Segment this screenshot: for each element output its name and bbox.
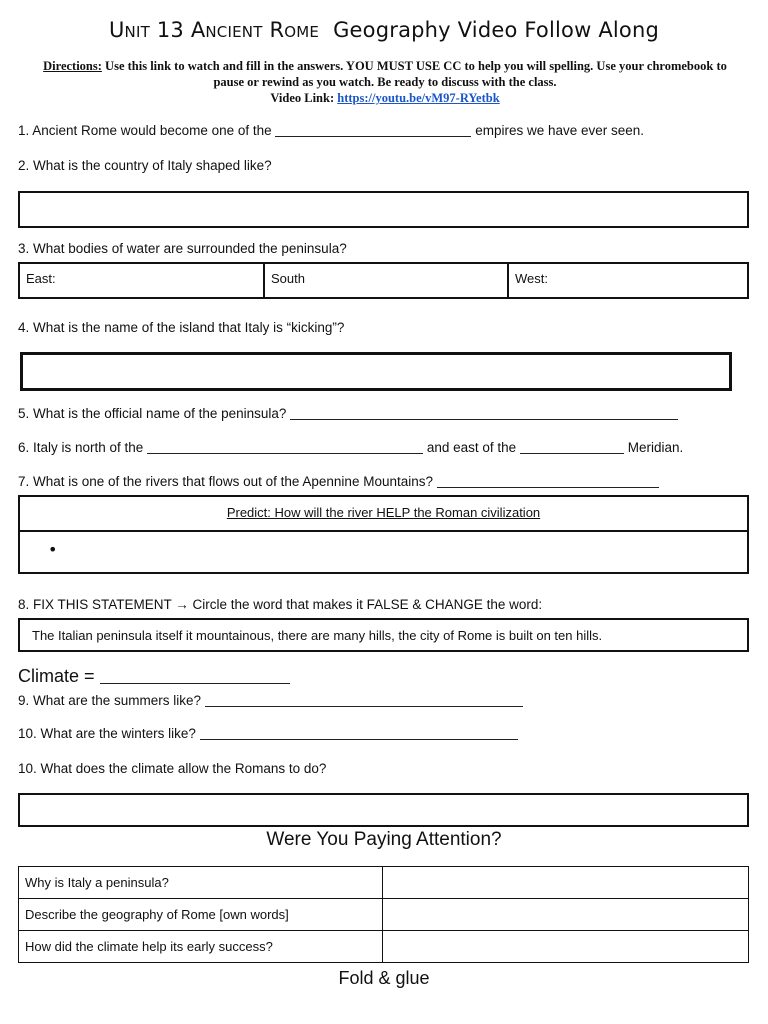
video-link[interactable]: https://youtu.be/vM97-RYetbk (337, 91, 500, 105)
south-label: South (271, 271, 305, 286)
west-cell[interactable] (507, 264, 747, 297)
question-1-text-end: empires we have ever seen. (475, 123, 645, 138)
question-4: 4. What is the name of the island that Italy is “kicking”? (18, 320, 345, 335)
table-row (19, 931, 749, 963)
question-1-text: 1. Ancient Rome would become one of the (18, 123, 272, 138)
question-2: 2. What is the country of Italy shaped like? (18, 158, 272, 173)
question-9-text: 9. What are the summers like? (18, 693, 202, 708)
review-answer-cell[interactable] (383, 899, 749, 931)
climate-label: Climate = (18, 666, 95, 686)
predict-prompt: Predict: How will the river HELP the Roman civilization (226, 505, 541, 520)
question-6-text-c: Meridian. (627, 440, 684, 455)
answer-box-10b[interactable] (18, 793, 749, 827)
question-10b: 10. What does the climate allow the Romans to do? (18, 761, 327, 776)
directions (40, 58, 730, 106)
question-10a-text: 10. What are the winters like? (18, 726, 196, 741)
directions-text: Use this link to watch and fill in the answers. YOU MUST USE CC to help you will spelling. Use your chromebook to pause or rewind as you watch. Be ready to discuss with the class. (101, 59, 727, 89)
answer-blank-9[interactable] (205, 693, 523, 707)
answer-blank-7[interactable] (437, 474, 659, 488)
video-link-label: Video Link: (270, 91, 335, 105)
table-row (19, 867, 749, 899)
question-8: 8. FIX THIS STATEMENT → Circle the word that makes it FALSE & CHANGE the word: (18, 597, 543, 612)
bullet: • (48, 540, 58, 559)
question-10a (18, 726, 518, 741)
answer-blank-6b[interactable] (520, 440, 624, 454)
page-title (0, 18, 768, 42)
review-title: Were You Paying Attention? (266, 829, 502, 850)
question-6-text-b: and east of the (426, 440, 517, 455)
review-question: How did the climate help its early success? (19, 931, 383, 963)
east-cell[interactable] (20, 264, 263, 297)
south-cell[interactable] (263, 264, 507, 297)
question-6-text-a: 6. Italy is north of the (18, 440, 144, 455)
answer-blank-10a[interactable] (200, 726, 518, 740)
worksheet-title: Geography Video Follow Along (333, 18, 660, 42)
review-question: Why is Italy a peninsula? (19, 867, 383, 899)
question-6 (18, 440, 683, 455)
predict-header-box (18, 495, 749, 532)
climate-blank[interactable] (100, 667, 290, 684)
unit-title: Unit 13 Ancient Rome (108, 18, 320, 42)
review-answer-cell[interactable] (383, 931, 749, 963)
fold-and-glue: Fold & glue (338, 968, 430, 988)
answer-box-4[interactable] (20, 352, 732, 391)
question-1 (18, 123, 644, 138)
review-table (18, 866, 749, 963)
question-5 (18, 406, 678, 421)
water-bodies-table (18, 262, 749, 299)
table-row (19, 899, 749, 931)
review-question: Describe the geography of Rome [own words] (19, 899, 383, 931)
review-answer-cell[interactable] (383, 867, 749, 899)
statement-box (18, 618, 749, 652)
directions-label: Directions: (43, 59, 102, 73)
question-3: 3. What bodies of water are surrounded the peninsula? (18, 241, 347, 256)
answer-blank-6a[interactable] (147, 440, 423, 454)
predict-answer-box[interactable] (18, 530, 749, 574)
east-label: East: (26, 271, 56, 286)
climate-heading (18, 666, 290, 687)
question-7 (18, 474, 659, 489)
answer-blank-5[interactable] (290, 406, 678, 420)
question-9 (18, 693, 523, 708)
west-label: West: (515, 271, 548, 286)
question-7-text: 7. What is one of the rivers that flows out of the Apennine Mountains? (18, 474, 433, 489)
answer-blank-1[interactable] (275, 123, 471, 137)
question-5-text: 5. What is the official name of the peninsula? (18, 406, 287, 421)
answer-box-2[interactable] (18, 191, 749, 228)
false-statement[interactable]: The Italian peninsula itself it mountainous, there are many hills, the city of Rome is built on ten hills. (32, 628, 603, 643)
